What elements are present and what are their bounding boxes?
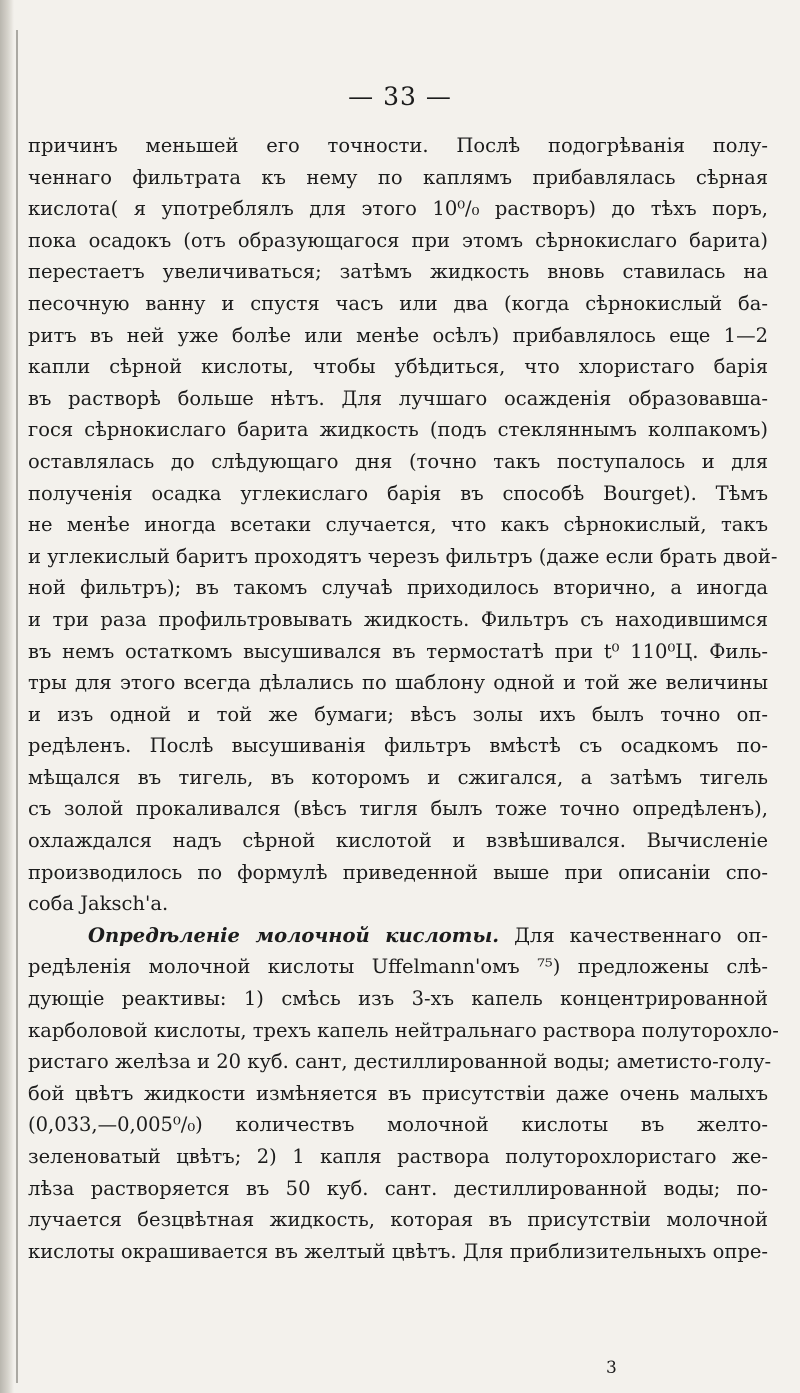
printer-signature-mark: 3 [606,1358,617,1378]
text-line: ритъ въ ней уже болѣе или менѣе осѣлъ) прибавлялось еще 1—2 [28,323,768,347]
gutter-line [16,30,18,1383]
text-line: соба Jaksch'a. [28,892,169,916]
text-line: въ немъ остаткомъ высушивался въ термостатѣ при t⁰ 110⁰Ц. Филь- [28,639,768,663]
text-line: въ растворѣ больше нѣтъ. Для лучшаго осажденія образовавша- [28,386,768,410]
body-text [28,130,779,1267]
text-line: оставлялась до слѣдующаго дня (точно такъ поступалось и для [28,449,768,473]
text-line: кислоты окрашивается въ желтый цвѣтъ. Для приблизительныхъ опре- [28,1239,768,1263]
text-line: тры для этого всегда дѣлались по шаблону одной и той же величины [28,671,768,695]
section-heading-line [28,920,768,952]
text-line: производилось по формулѣ приведенной выше при описаніи спо- [28,860,768,884]
text-line: перестаетъ увеличиваться; затѣмъ жидкость вновь ставилась на [28,260,768,284]
section-heading-rest: Для качественнаго оп- [499,923,768,947]
text-line: редѣленія молочной кислоты Uffelmann'омъ ⁷⁵) предложены слѣ- [28,955,768,979]
text-line: и углекислый баритъ проходятъ черезъ фильтръ (даже если брать двой- [28,544,778,568]
text-line: гося сѣрнокислаго барита жидкость (подъ стекляннымъ колпакомъ) [28,418,768,442]
section-heading: Опредѣленіе молочной кислоты. [88,923,500,947]
text-line: пока осадокъ (отъ образующагося при этомъ сѣрнокислаго барита) [28,228,768,252]
text-line: и изъ одной и той же бумаги; вѣсъ золы ихъ былъ точно оп- [28,702,768,726]
text-line: съ золой прокаливался (вѣсъ тигля былъ тоже точно опредѣленъ), [28,797,768,821]
text-line: полученія осадка углекислаго барія въ способѣ Bourget). Тѣмъ [28,481,768,505]
text-line: кислота( я употреблялъ для этого 10⁰/₀ растворъ) до тѣхъ поръ, [28,197,768,221]
text-line: (0,033,—0,005⁰/₀) количествъ молочной кислоты въ желто- [28,1113,768,1137]
text-line: ристаго желѣза и 20 куб. сант, дестиллированной воды; аметисто-голу- [28,1050,772,1074]
text-line: бой цвѣтъ жидкости измѣняется въ присутствіи даже очень малыхъ [28,1081,768,1105]
text-line: охлаждался надъ сѣрной кислотой и взвѣшивался. Вычисленіе [28,829,768,853]
text-line: мѣщался въ тигель, въ которомъ и сжигался, а затѣмъ тигель [28,765,768,789]
text-line: зеленоватый цвѣтъ; 2) 1 капля раствора полуторохлористаго же- [28,1145,768,1168]
text-line: карболовой кислоты, трехъ капель нейтральнаго раствора полуторохло- [28,1018,779,1042]
page-number: — 33 — [348,82,452,111]
text-line: редѣленъ. Послѣ высушиванія фильтръ вмѣстѣ съ осадкомъ по- [28,734,768,758]
text-line: не менѣе иногда всетаки случается, что какъ сѣрнокислый, такъ [28,513,768,537]
text-line: лучается безцвѣтная жидкость, которая въ присутствіи молочной [28,1208,768,1232]
text-line: дующіе реактивы: 1) смѣсь изъ 3-хъ капель концентрированной [28,987,768,1011]
text-line: ной фильтръ); въ такомъ случаѣ приходилось вторично, а иногда [28,576,768,600]
text-line: причинъ меньшей его точности. Послѣ подогрѣванія полу- [28,134,768,157]
text-line: песочную ванну и спустя часъ или два (когда сѣрнокислый ба- [28,291,768,315]
text-line: и три раза профильтровывать жидкость. Фильтръ съ находившимся [28,607,768,631]
book-spine-shadow [0,0,14,1393]
text-line: капли сѣрной кислоты, чтобы убѣдиться, что хлористаго барія [28,355,768,379]
text-line: лѣза растворяется въ 50 куб. сант. дестиллированной воды; по- [28,1176,768,1200]
text-line: ченнаго фильтрата къ нему по каплямъ прибавлялась сѣрная [28,165,768,189]
